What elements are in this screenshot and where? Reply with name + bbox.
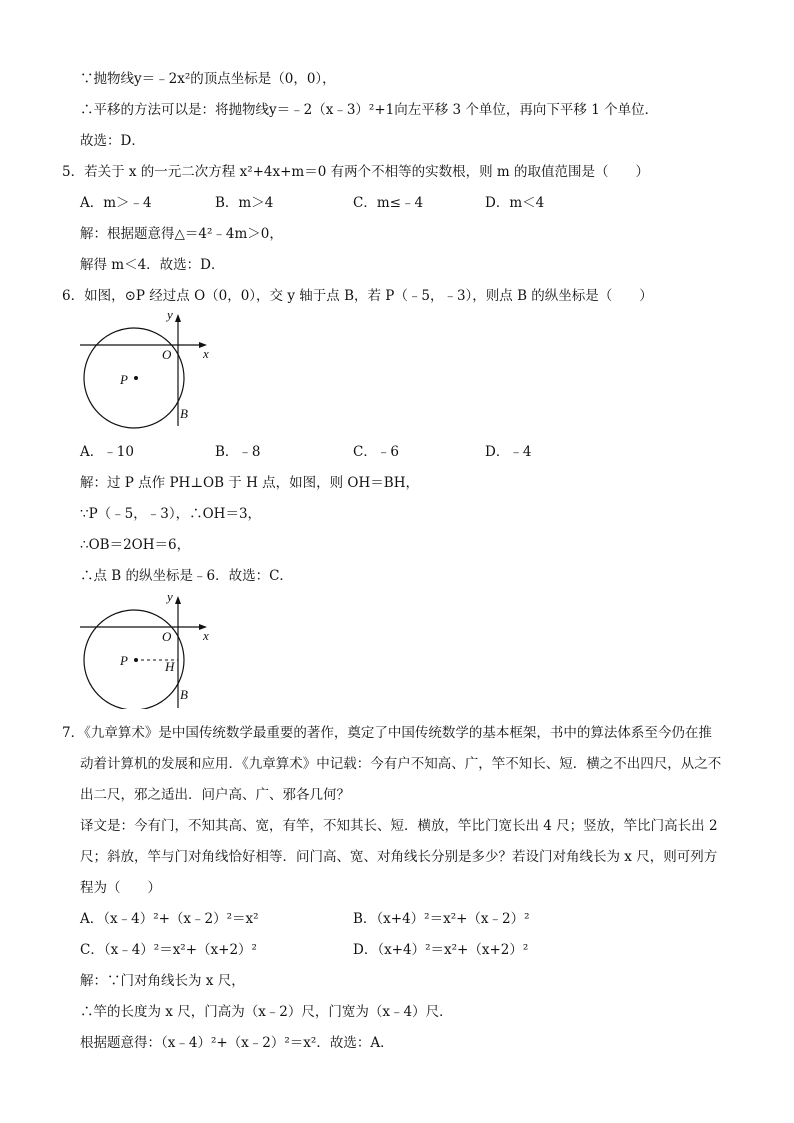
option-a: A．m＞﹣4 <box>80 195 152 211</box>
label-o: O <box>162 629 172 644</box>
option-a: A．﹣10 <box>80 444 134 460</box>
y-axis-arrow <box>175 314 181 322</box>
question-7-line: 译文是：今有门，不知其高、宽，有竿，不知其长、短．横放，竿比门宽长出 4 尺；竖放，竿比门高长出 2 <box>80 818 718 834</box>
question-7-line: 动着计算机的发展和应用．《九章算术》中记载：今有户不知高、广，竿不知长、短．横之不出四尺，从之不 <box>80 756 722 772</box>
question-7-line: 7．《九章算术》是中国传统数学最重要的著作，奠定了中国传统数学的基本框架，书中的算法体系至今仍在推 <box>62 725 712 741</box>
option-a: A．（x﹣4）²+（x﹣2）²＝x² <box>80 911 259 927</box>
solution-line: 根据题意得：（x﹣4）²+（x﹣2）²＝x²．故选：A． <box>80 1035 394 1051</box>
label-h: H <box>165 659 175 674</box>
option-c: C．m≤﹣4 <box>353 195 424 211</box>
question-7-line: 尺；斜放，竿与门对角线恰好相等．问门高、宽、对角线长分别是多少？若设门对角线长为 x 尺，则可列方 <box>80 849 718 865</box>
label-x: x <box>203 346 209 361</box>
point-p <box>134 376 138 380</box>
solution-line: 解：过 P 点作 PH⊥OB 于 H 点，如图，则 OH＝BH， <box>80 475 419 491</box>
solution-line: 解：∵门对角线长为 x 尺， <box>80 973 245 989</box>
question-7-line: 出二尺，邪之适出．问户高、广、邪各几何？ <box>80 787 350 803</box>
label-p: P <box>120 653 128 668</box>
label-o: O <box>162 347 172 362</box>
question-6-stem: 6．如图，⊙P 经过点 O（0，0），交 y 轴于点 B，若 P（﹣5，﹣3），则点 B 的纵坐标是（ ） <box>62 288 653 304</box>
point-p <box>134 658 138 662</box>
text-line: 故选：D． <box>80 133 145 149</box>
label-b: B <box>180 687 188 702</box>
solution-line: ∴OB＝2OH＝6， <box>80 537 191 553</box>
circle-figure-2 <box>75 587 235 709</box>
solution-line: ∵P（﹣5，﹣3），∴OH＝3， <box>80 506 262 522</box>
label-y: y <box>167 307 173 322</box>
text-line: ∵抛物线y＝﹣2x²的顶点坐标是（0，0）， <box>80 71 336 87</box>
option-b: B．m＞4 <box>215 195 274 211</box>
option-c: C．﹣6 <box>353 444 399 460</box>
text-line: ∴平移的方法可以是：将抛物线y＝﹣2（x﹣3）²+1向左平移 3 个单位，再向下平移 1 个单位． <box>80 102 659 118</box>
label-x: x <box>203 628 209 643</box>
option-b: B．（x+4）²＝x²+（x﹣2）² <box>353 911 530 927</box>
label-p: P <box>120 372 128 387</box>
label-b: B <box>180 406 188 421</box>
question-5-stem: 5．若关于 x 的一元二次方程 x²+4x+m＝0 有两个不相等的实数根，则 m 的取值范围是（ ） <box>62 164 649 180</box>
solution-line: 解：根据题意得△＝4²﹣4m＞0， <box>80 226 283 242</box>
y-axis-arrow <box>175 596 181 604</box>
option-d: D．（x+4）²＝x²+（x+2）² <box>353 942 529 958</box>
question-7-line: 程为（ ） <box>80 880 161 896</box>
option-c: C．（x﹣4）²＝x²+（x+2）² <box>80 942 257 958</box>
option-d: D．﹣4 <box>485 444 532 460</box>
option-d: D．m＜4 <box>485 195 545 211</box>
solution-line: 解得 m＜4．故选：D． <box>80 257 225 273</box>
solution-line: ∴点 B 的纵坐标是﹣6．故选：C． <box>80 568 293 584</box>
solution-line: ∴竿的长度为 x 尺，门高为（x﹣2）尺，门宽为（x﹣4）尺． <box>80 1004 453 1020</box>
option-b: B．﹣8 <box>215 444 261 460</box>
label-y: y <box>167 589 173 604</box>
circle-figure-1 <box>75 305 235 435</box>
